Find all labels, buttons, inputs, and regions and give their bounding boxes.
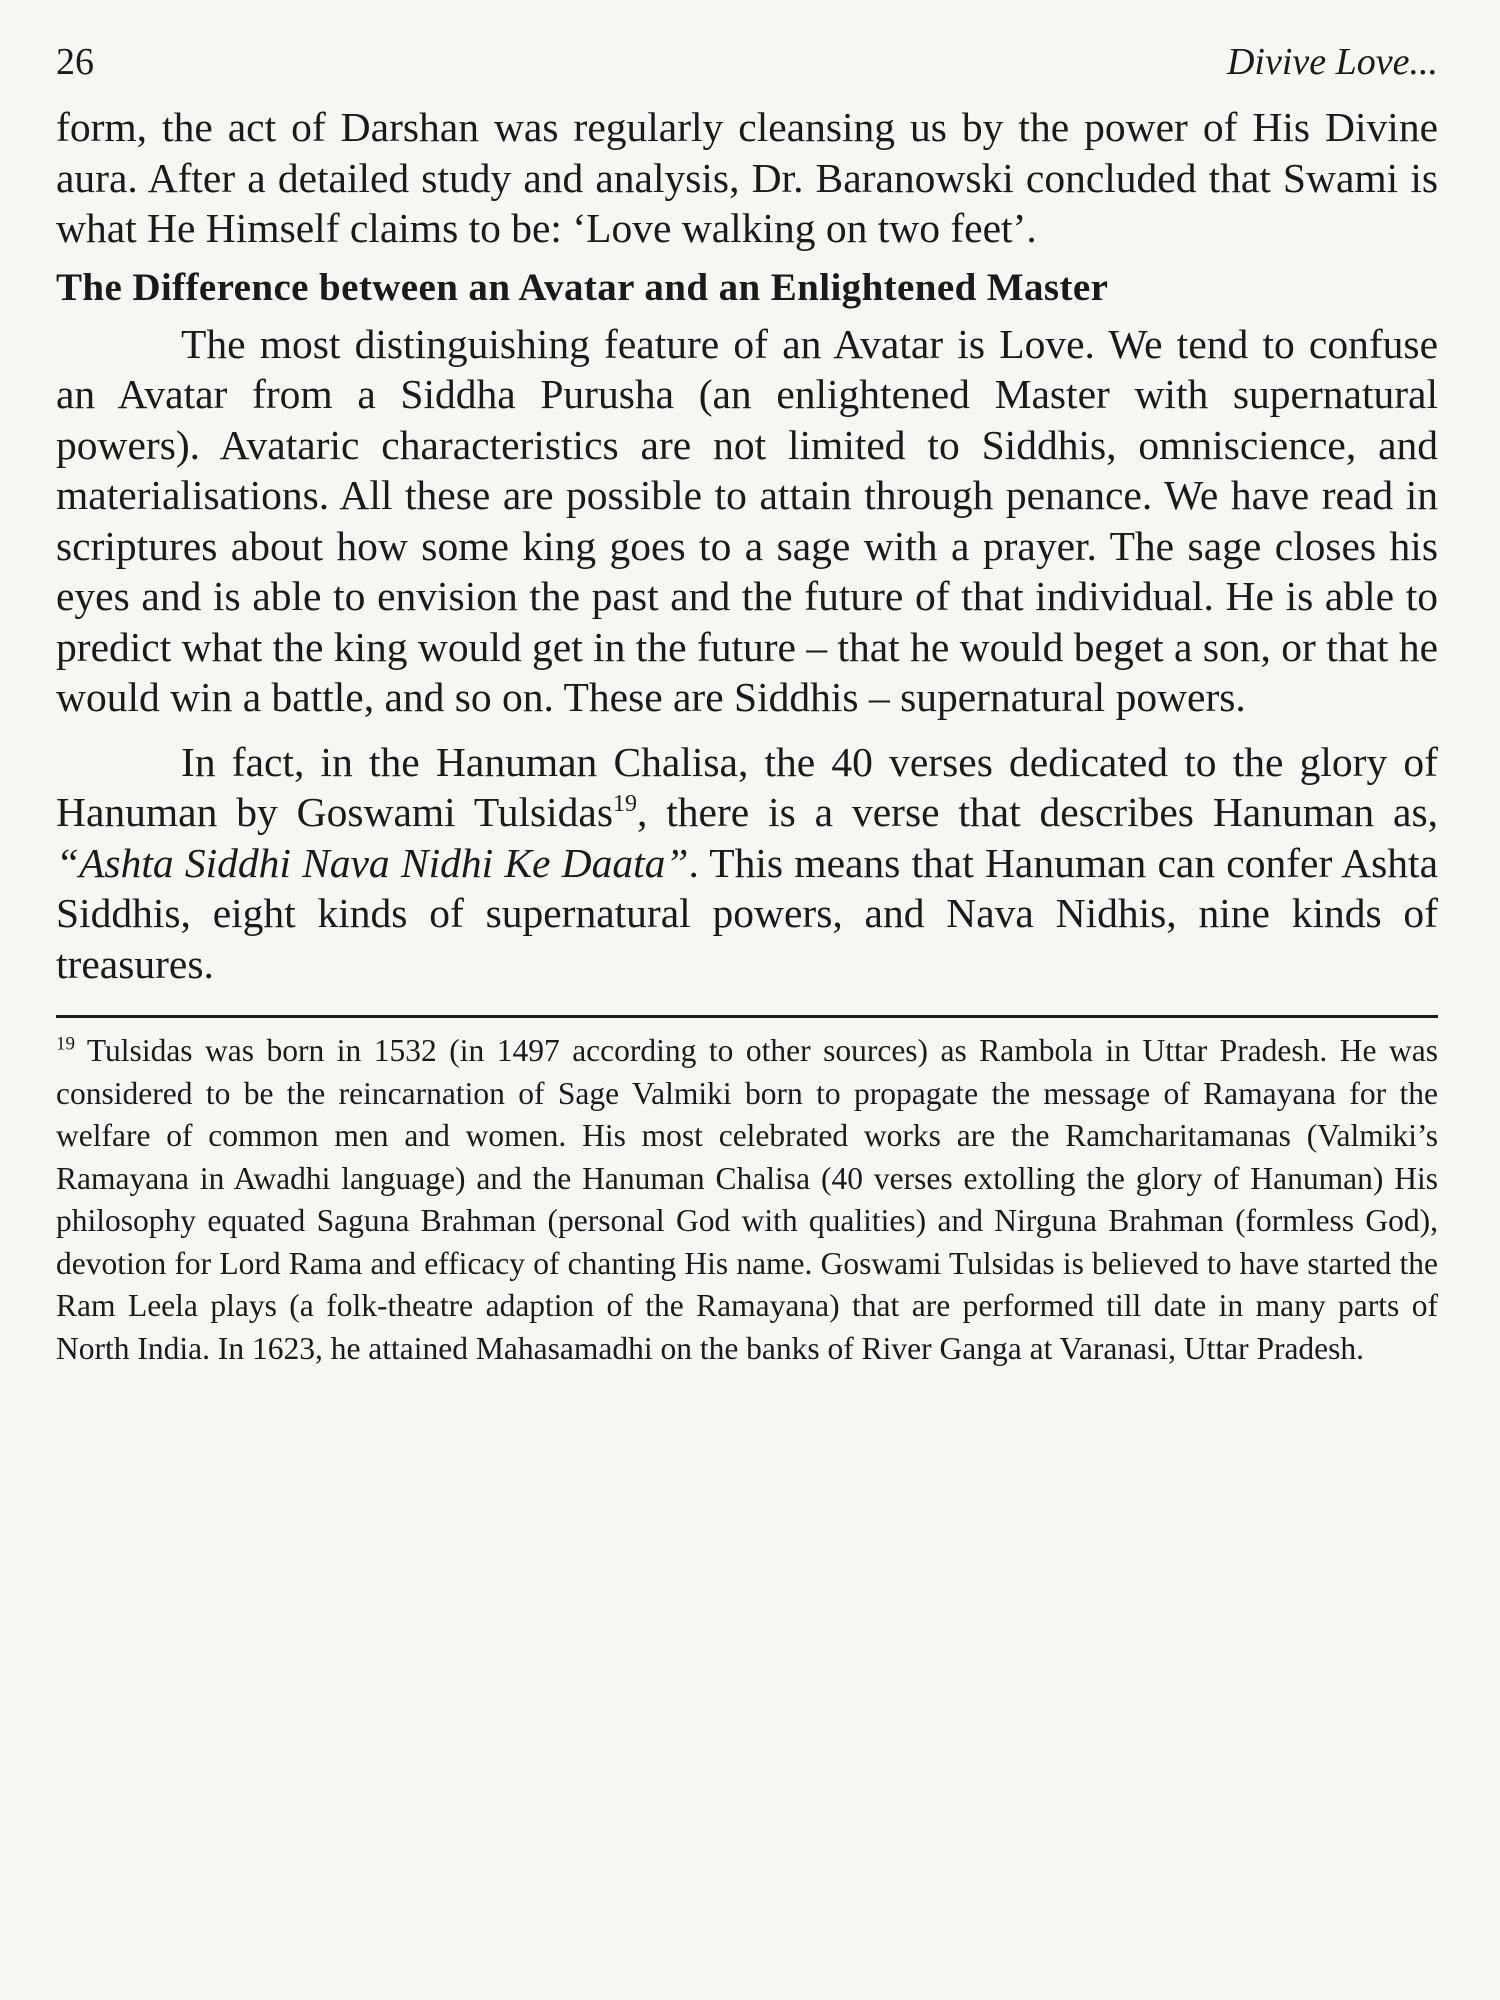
paragraph-text: In fact, in the Hanuman Chalisa, the 40 verses dedicated to the glory of Hanuman by Goswami Tulsidas [56,738,1438,835]
paragraph-text: , there is a verse that describes Hanuman as, [637,789,1438,835]
running-header [56,40,1438,84]
paragraph-text: . This means that Hanuman can confer Ashta Siddhis, eight kinds of supernatural powers, and Nava Nidhis, nine kinds of treasures. [56,839,1438,987]
paragraph-avatar-love: The most distinguishing feature of an Avatar is Love. We tend to confuse an Avatar from a Siddha Purusha (an enlightened Master with supernatural powers). Avataric characteristics are not limited to Siddhis, omniscience, and materialisations. All these are possible to attain through penance. We have read in scriptures about how some king goes to a sage with a prayer. The sage closes his eyes and is able to envision the past and the future of that individual. He is able to predict what the king would get in the future – that he would beget a son, or that he would win a battle, and so on. These are Siddhis – supernatural powers. [56,320,1438,720]
section-heading: The Difference between an Avatar and an Enlightened Master [56,265,1109,309]
quoted-verse: “Ashta Siddhi Nava Nidhi Ke Daata” [56,839,689,886]
footnote-number: 19 [56,1033,75,1055]
paragraph-hanuman-chalisa [56,737,1438,990]
footnote-text-block [56,1030,1438,1370]
footnote [56,1030,1438,1370]
paragraph-continuation: form, the act of Darshan was regularly cleansing us by the power of His Divine aura. After a detailed study and analysis, Dr. Baranowski concluded that Swami is what He Himself claims to be: ‘Love walking on two feet’. [56,104,1438,251]
footnote-divider [56,1015,1438,1018]
running-title: Divive Love... [1226,41,1438,83]
page-number: 26 [56,41,94,83]
main-text [56,102,1438,989]
footnote-reference: 19 [613,791,637,818]
footnote-text: Tulsidas was born in 1532 (in 1497 according to other sources) as Rambola in Uttar Pradesh. He was considered to be the reincarnation of Sage Valmiki born to propagate the message of Ramayana for the welfare of common men and women. His most celebrated works are the Ramcharitamanas (Valmiki’s Ramayana in Awadhi language) and the Hanuman Chalisa (40 verses extolling the glory of Hanuman) His philosophy equated Saguna Brahman (personal God with qualities) and Nirguna Brahman (formless God), devotion for Lord Rama and efficacy of chanting His name. Goswami Tulsidas is believed to have started the Ram Leela plays (a folk-theatre adaption of the Ramayana) that are performed till date in many parts of North India. In 1623, he attained Mahasamadhi on the banks of River Ganga at Varanasi, Uttar Pradesh. [56,1033,1438,1366]
